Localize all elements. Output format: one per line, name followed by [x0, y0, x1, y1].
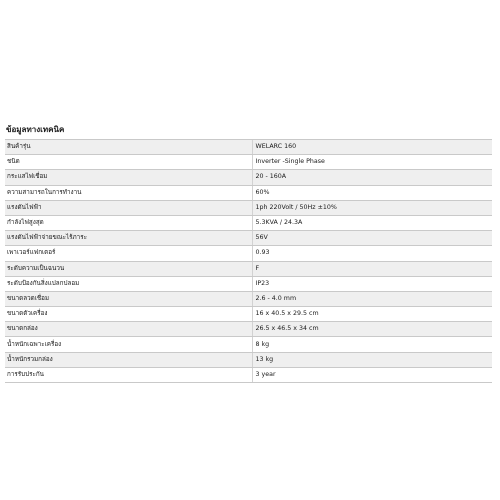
spec-value: 56V [252, 231, 492, 246]
spec-value: Inverter -Single Phase [252, 155, 492, 170]
spec-value: 2.6 - 4.0 mm [252, 291, 492, 306]
spec-value: 5.3KVA / 24.3A [252, 215, 492, 230]
spec-row [5, 155, 492, 170]
spec-value: 0.93 [252, 246, 492, 261]
spec-label: กำลังไฟสูงสุด [5, 215, 252, 230]
spec-row [5, 246, 492, 261]
spec-label: ความสามารถในการทำงาน [5, 185, 252, 200]
spec-row [5, 352, 492, 367]
spec-label: แรงดันไฟฟ้าจ่ายขณะไร้ภาระ [5, 231, 252, 246]
spec-label: ขนาดตัวเครื่อง [5, 307, 252, 322]
spec-value: WELARC 160 [252, 140, 492, 155]
spec-row [5, 185, 492, 200]
spec-label: เพาเวอร์แฟกเตอร์ [5, 246, 252, 261]
spec-label: ระดับความเป็นฉนวน [5, 261, 252, 276]
spec-value: 8 kg [252, 337, 492, 352]
spec-value: 16 x 40.5 x 29.5 cm [252, 307, 492, 322]
technical-specs-section [5, 123, 492, 383]
spec-value: 3 year [252, 367, 492, 382]
spec-label: สินค้ารุ่น [5, 140, 252, 155]
spec-value: 13 kg [252, 352, 492, 367]
spec-row [5, 200, 492, 215]
section-title: ข้อมูลทางเทคนิค [6, 125, 65, 134]
spec-label: น้ำหนักเฉพาะเครื่อง [5, 337, 252, 352]
spec-table [5, 139, 492, 383]
spec-row [5, 140, 492, 155]
spec-row [5, 291, 492, 306]
spec-label: ชนิด [5, 155, 252, 170]
spec-row [5, 322, 492, 337]
spec-row [5, 276, 492, 291]
spec-value: 26.5 x 46.5 x 34 cm [252, 322, 492, 337]
spec-label: ขนาดกล่อง [5, 322, 252, 337]
spec-label: น้ำหนักรวมกล่อง [5, 352, 252, 367]
spec-label: กระแสไฟเชื่อม [5, 170, 252, 185]
spec-label: แรงดันไฟฟ้า [5, 200, 252, 215]
spec-label: การรับประกัน [5, 367, 252, 382]
spec-label: ระดับป้องกันสิ่งแปลกปลอม [5, 276, 252, 291]
spec-value: 1ph 220Volt / 50Hz ±10% [252, 200, 492, 215]
spec-label: ขนาดลวดเชื่อม [5, 291, 252, 306]
spec-value: IP23 [252, 276, 492, 291]
spec-row [5, 307, 492, 322]
spec-row [5, 170, 492, 185]
spec-row [5, 261, 492, 276]
spec-row [5, 215, 492, 230]
spec-value: 20 - 160A [252, 170, 492, 185]
spec-row [5, 231, 492, 246]
spec-value: F [252, 261, 492, 276]
spec-row [5, 367, 492, 382]
spec-row [5, 337, 492, 352]
spec-value: 60% [252, 185, 492, 200]
